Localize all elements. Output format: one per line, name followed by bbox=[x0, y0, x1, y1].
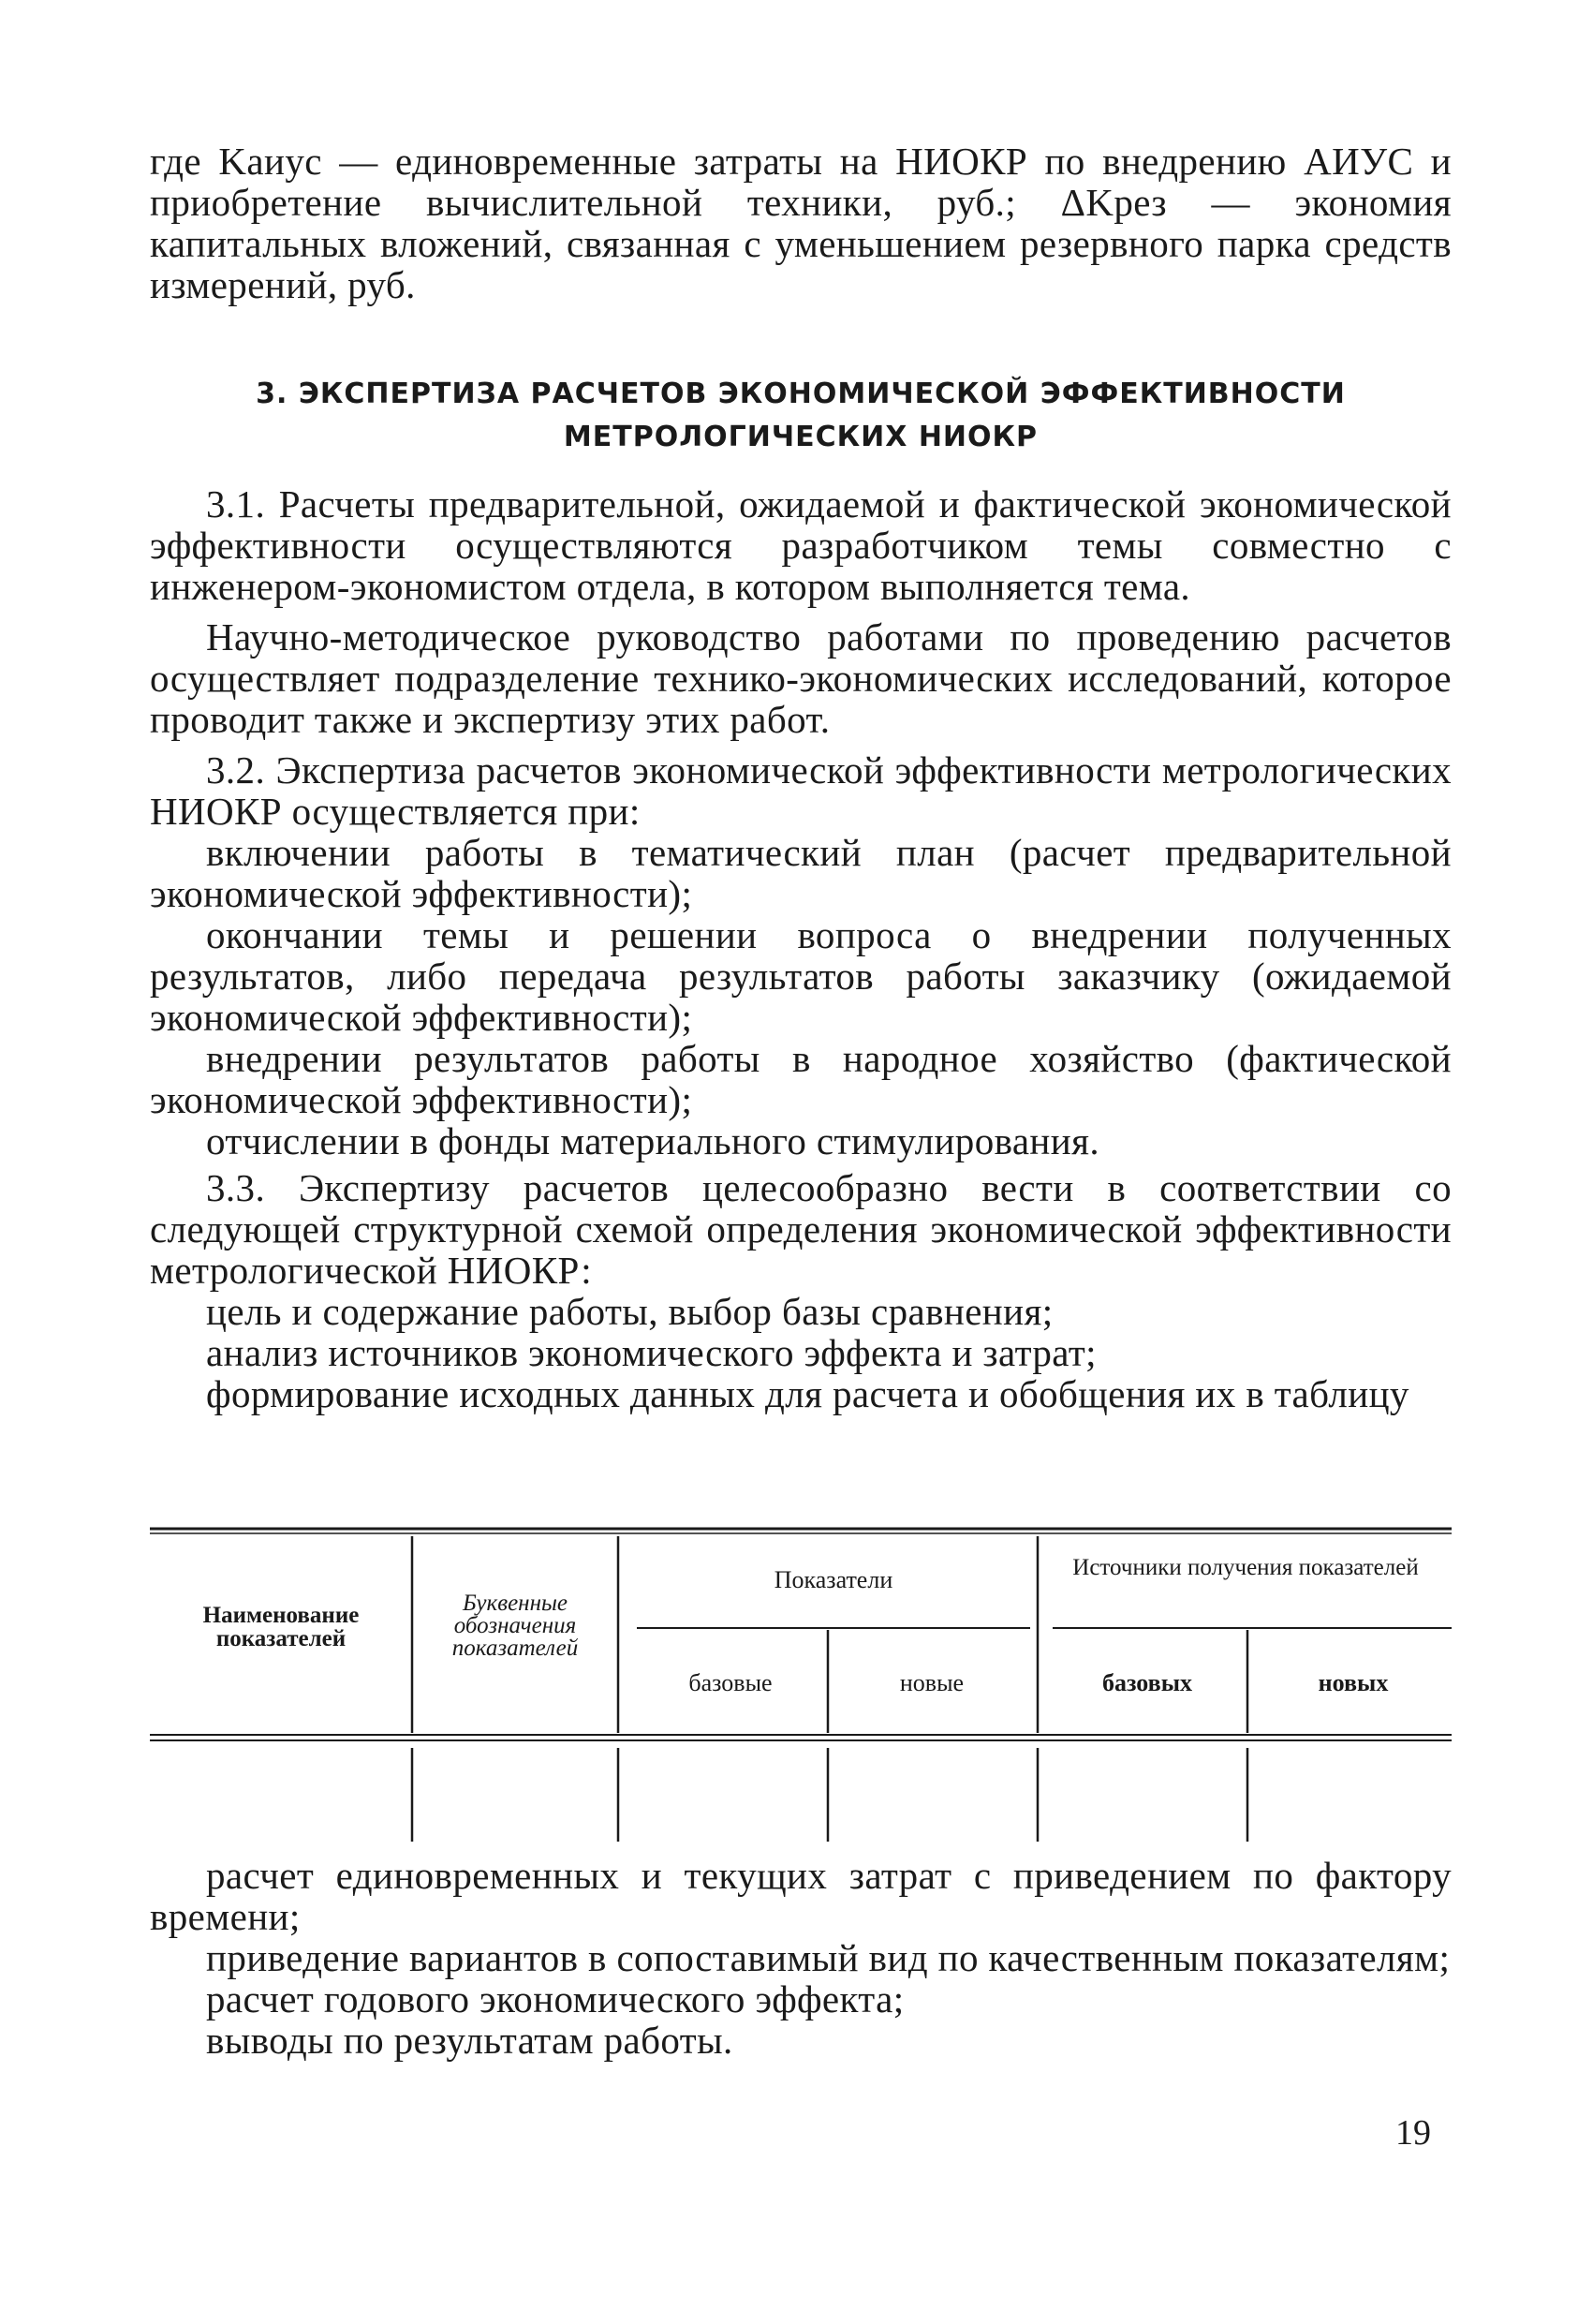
table-header-group2: Источники получения показателей bbox=[1072, 1555, 1419, 1580]
table-header-group1: Показатели bbox=[774, 1566, 893, 1593]
list-item: отчислении в фонды материального стимулирования. bbox=[206, 1119, 1100, 1162]
section-heading-line2: МЕТРОЛОГИЧЕСКИХ НИОКР bbox=[563, 421, 1039, 453]
list-item: расчет годового экономического эффекта; bbox=[206, 1977, 905, 2021]
list-item: расчет единовременных и текущих затрат с приведением по фактору времени; bbox=[150, 1854, 1452, 1938]
list-item: анализ источников экономического эффекта и затрат; bbox=[206, 1331, 1097, 1374]
list-item: включении работы в тематический план (расчет предварительной экономической эффективности); bbox=[150, 831, 1452, 915]
list-item: приведение вариантов в сопоставимый вид по качественным показателям; bbox=[206, 1936, 1451, 1979]
table-header-group2-new: новых bbox=[1318, 1669, 1389, 1696]
list-item: цель и содержание работы, выбор базы сравнения; bbox=[206, 1290, 1054, 1333]
table-header-group2-base: базовых bbox=[1102, 1669, 1192, 1696]
page-number: 19 bbox=[1395, 2113, 1431, 2153]
paragraph-3-1: 3.1. Расчеты предварительной, ожидаемой и фактической экономической эффективности осуществляются разработчиком темы совместно с инженером-экономистом отдела, в котором выполняется тема. bbox=[150, 482, 1452, 608]
intro-paragraph: где Kаиус — единовременные затраты на НИОКР по внедрению АИУС и приобретение вычислительной техники, руб.; ΔKрез — экономия капитальных вложений, связанная с уменьшением резервного парка средств измерений, руб. bbox=[150, 140, 1452, 306]
table-header-group1-new: новые bbox=[899, 1669, 965, 1696]
paragraph-3-2: 3.2. Экспертиза расчетов экономической эффективности метрологических НИОКР осуществляется при: bbox=[150, 748, 1452, 833]
table-header-col2: Буквенные обозначения показателей bbox=[451, 1591, 579, 1661]
table-header-col1: Наименование показателей bbox=[202, 1603, 360, 1651]
paragraph-3-3: 3.3. Экспертизу расчетов целесообразно вести в соответствии со следующей структурной схемой определения экономической эффективности метрологической НИОКР: bbox=[150, 1166, 1452, 1292]
list-item: внедрении результатов работы в народное хозяйство (фактической экономической эффективности); bbox=[150, 1037, 1452, 1121]
list-item: выводы по результатам работы. bbox=[206, 2019, 733, 2062]
table-header-group1-base: базовые bbox=[688, 1669, 773, 1696]
list-item: окончании темы и решении вопроса о внедрении полученных результатов, либо передача результатов работы заказчику (ожидаемой экономической эффективности); bbox=[150, 913, 1452, 1039]
list-item: формирование исходных данных для расчета и обобщения их в таблицу bbox=[206, 1372, 1409, 1415]
paragraph-3-1b: Научно-методическое руководство работами по проведению расчетов осуществляет подразделение технико-экономических исследований, которое проводит также и экспертизу этих работ. bbox=[150, 615, 1452, 741]
section-body-after-table bbox=[150, 1855, 1452, 2061]
section-heading-line1: 3. ЭКСПЕРТИЗА РАСЧЕТОВ ЭКОНОМИЧЕСКОЙ ЭФФЕКТИВНОСТИ bbox=[256, 377, 1346, 410]
